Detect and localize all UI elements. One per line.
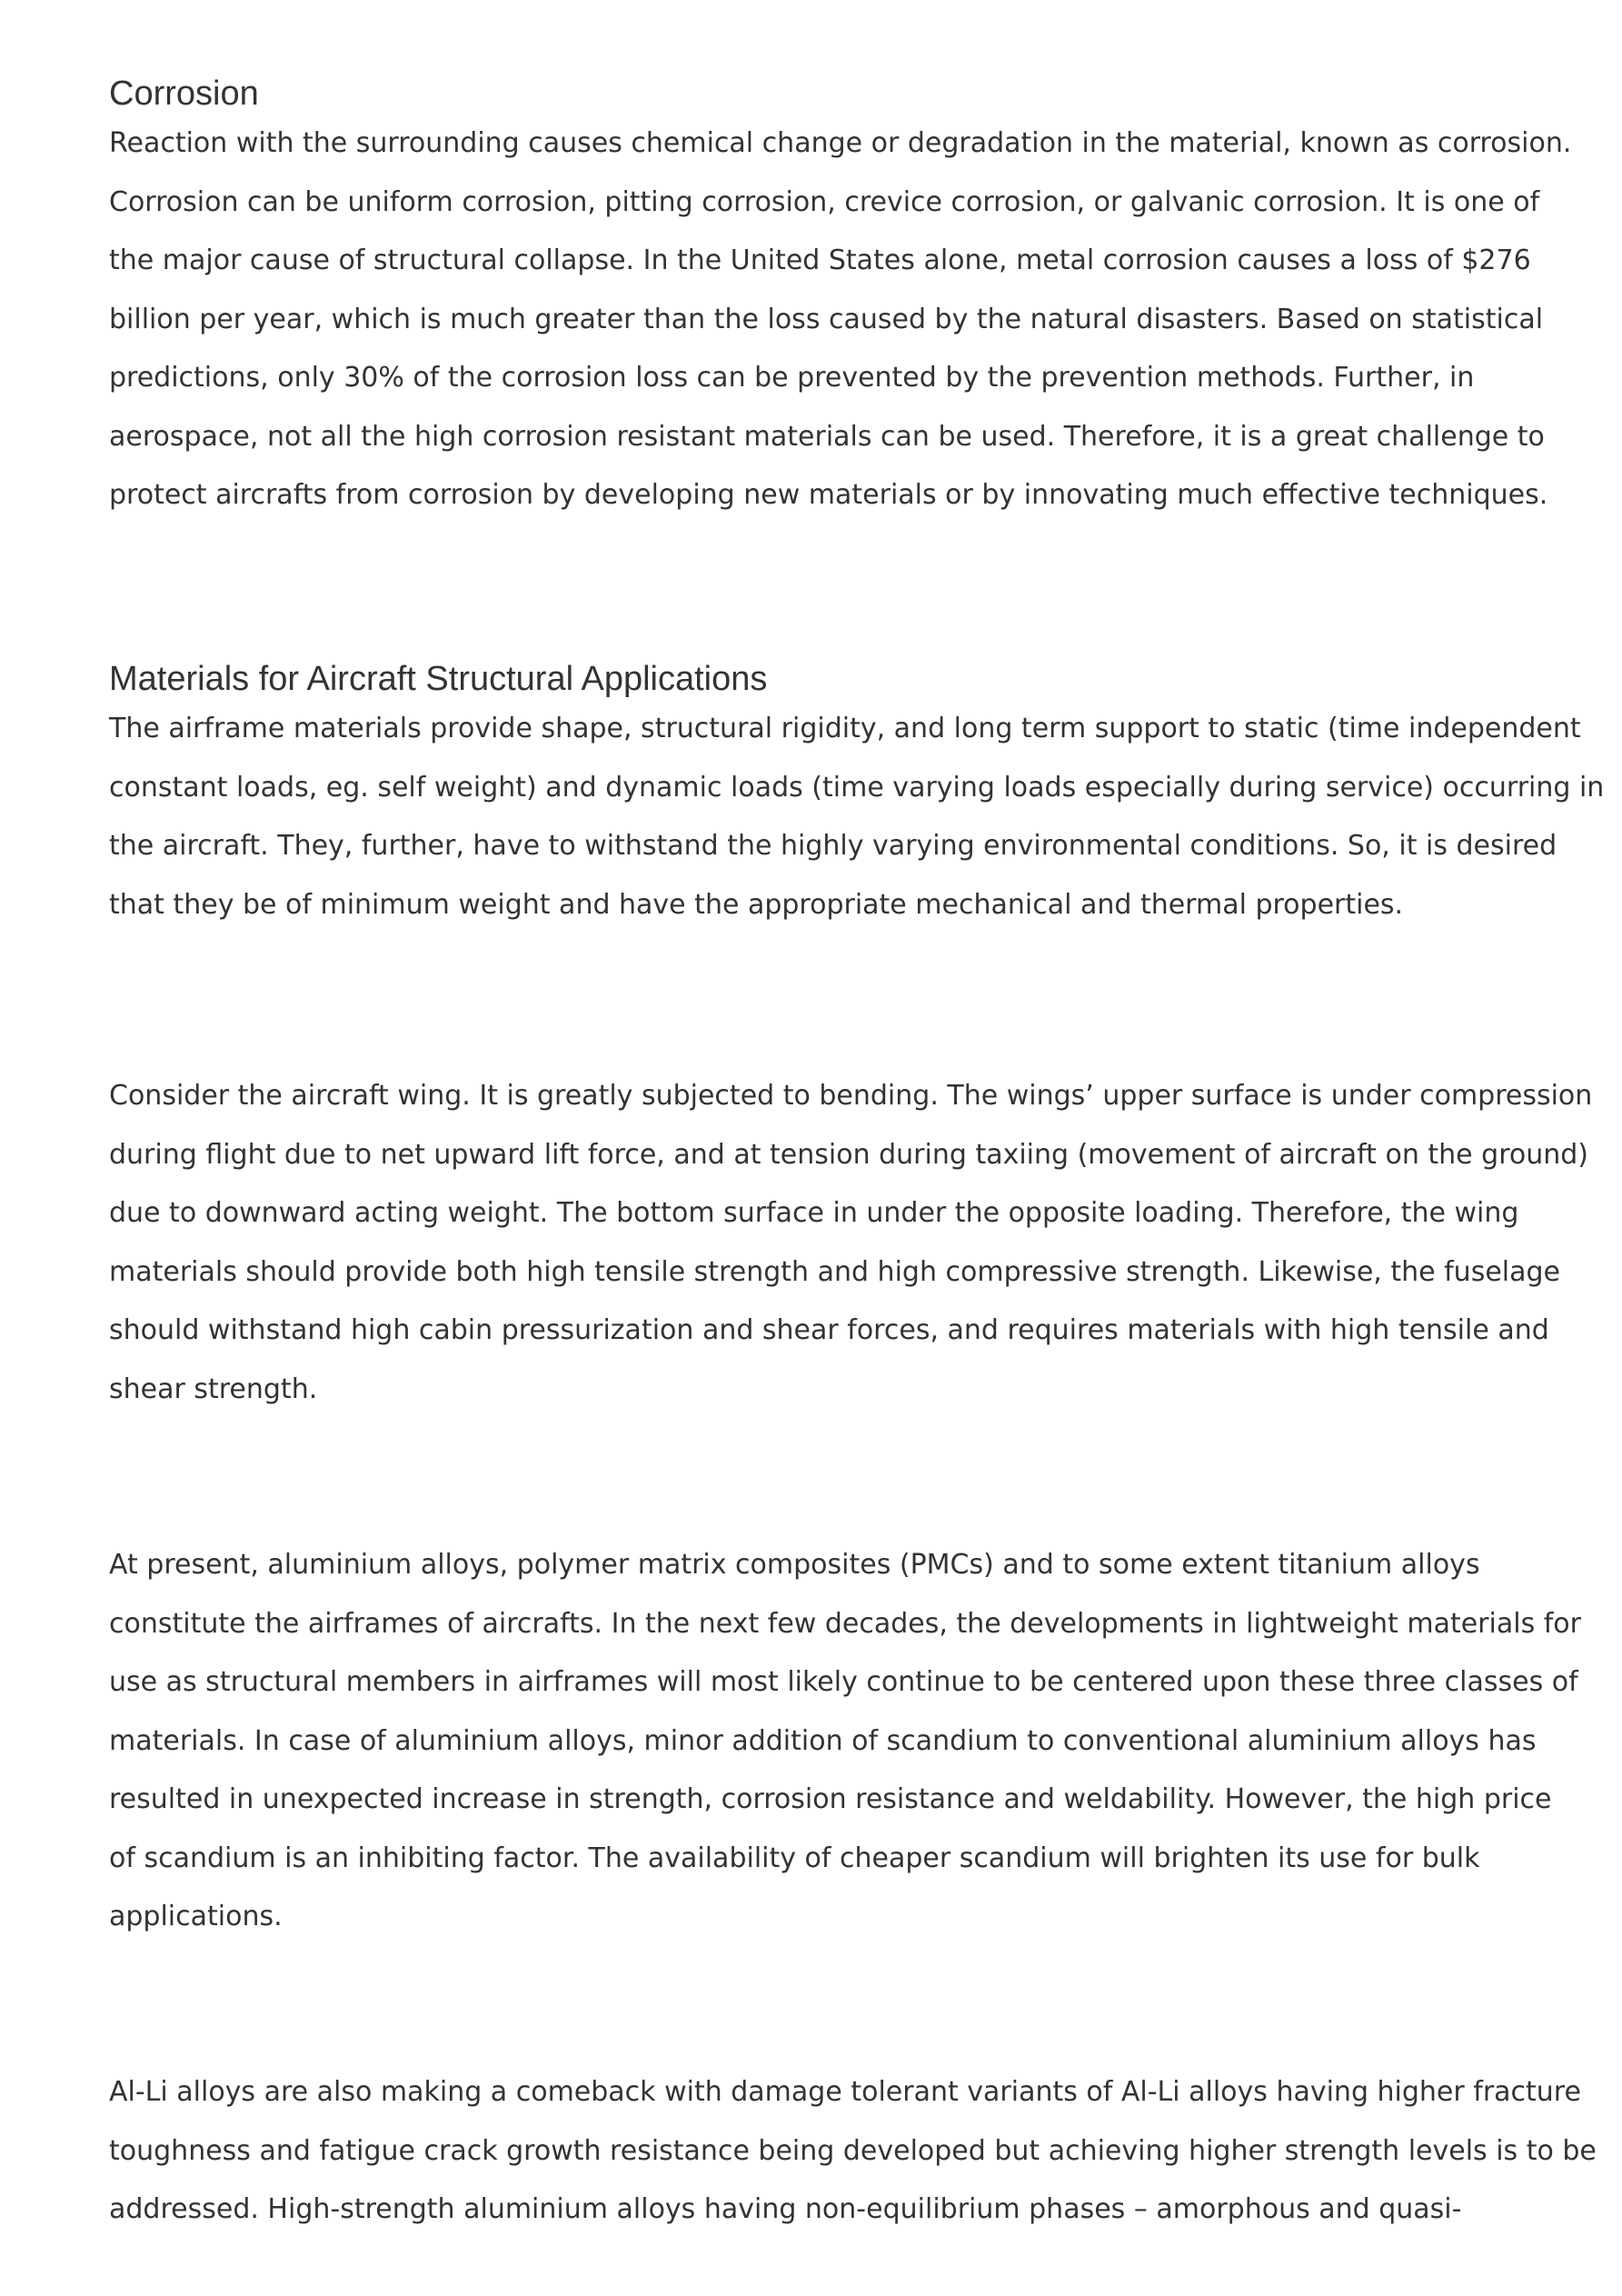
text-line: Consider the aircraft wing. It is greatly subjected to bending. The wings’ upper surface is under compression [109, 1080, 1593, 1112]
text-line: materials should provide both high tensile strength and high compressive strength. Likewise, the fuselage [109, 1255, 1561, 1288]
text-line: Corrosion can be uniform corrosion, pitting corrosion, crevice corrosion, or galvanic corrosion. It is one of [109, 185, 1540, 218]
text-line: of scandium is an inhibiting factor. The availability of cheaper scandium will brighten its use for bulk [109, 1842, 1480, 1874]
text-line: applications. [109, 1901, 283, 1932]
heading-corrosion: Corrosion [109, 75, 259, 113]
paragraph-corrosion [109, 115, 1572, 525]
text-line: the aircraft. They, further, have to withstand the highly varying environmental conditions. So, it is desired [109, 830, 1557, 862]
section-al-li [109, 2063, 1597, 2240]
text-line: Al-Li alloys are also making a comeback with damage tolerant variants of Al-Li alloys having higher fracture [109, 2076, 1581, 2108]
text-line: Reaction with the surrounding causes chemical change or degradation in the material, known as corrosion. [109, 127, 1572, 159]
text-line: use as structural members in airframes will most likely continue to be centered upon these three classes of [109, 1666, 1578, 1698]
text-line: should withstand high cabin pressurization and shear forces, and requires materials with high tensile and [109, 1314, 1549, 1346]
heading-materials: Materials for Aircraft Structural Applications [109, 660, 768, 698]
section-materials [109, 658, 1605, 934]
section-wing [109, 1067, 1593, 1419]
text-line: the major cause of structural collapse. In the United States alone, metal corrosion causes a loss of $276 [109, 245, 1531, 276]
paragraph-airframe-materials [109, 700, 1605, 934]
text-line: shear strength. [109, 1373, 318, 1405]
paragraph-aluminium-alloys [109, 1536, 1581, 1947]
text-line: toughness and fatigue crack growth resistance being developed but achieving higher strength levels is to be [109, 2134, 1597, 2167]
text-line: during flight due to net upward lift force, and at tension during taxiing (movement of aircraft on the ground) [109, 1138, 1588, 1171]
text-line: protect aircrafts from corrosion by developing new materials or by innovating much effective techniques. [109, 479, 1548, 511]
text-line: constant loads, eg. self weight) and dynamic loads (time varying loads especially during service) occurring in [109, 771, 1605, 804]
text-line: resulted in unexpected increase in strength, corrosion resistance and weldability. However, the high price [109, 1783, 1552, 1815]
text-line: addressed. High-strength aluminium alloys having non-equilibrium phases – amorphous and quasi- [109, 2193, 1462, 2225]
text-line: aerospace, not all the high corrosion resistant materials can be used. Therefore, it is a great challenge to [109, 420, 1545, 453]
text-line: materials. In case of aluminium alloys, minor addition of scandium to conventional aluminium alloys has [109, 1724, 1537, 1757]
text-line: predictions, only 30% of the corrosion loss can be prevented by the prevention methods. Further, in [109, 362, 1475, 394]
text-line: The airframe materials provide shape, structural rigidity, and long term support to static (time independent [109, 713, 1581, 744]
text-line: At present, aluminium alloys, polymer matrix composites (PMCs) and to some extent titanium alloys [109, 1549, 1480, 1581]
section-corrosion [109, 73, 1572, 525]
text-line: that they be of minimum weight and have the appropriate mechanical and thermal properties. [109, 888, 1404, 921]
paragraph-aircraft-wing [109, 1067, 1593, 1419]
text-line: constitute the airframes of aircrafts. In the next few decades, the developments in lightweight materials for [109, 1607, 1581, 1640]
paragraph-al-li-alloys [109, 2063, 1597, 2240]
text-line: due to downward acting weight. The bottom surface in under the opposite loading. Therefore, the wing [109, 1197, 1519, 1229]
section-aluminium [109, 1536, 1581, 1947]
text-line: billion per year, which is much greater than the loss caused by the natural disasters. Based on statistical [109, 303, 1544, 335]
